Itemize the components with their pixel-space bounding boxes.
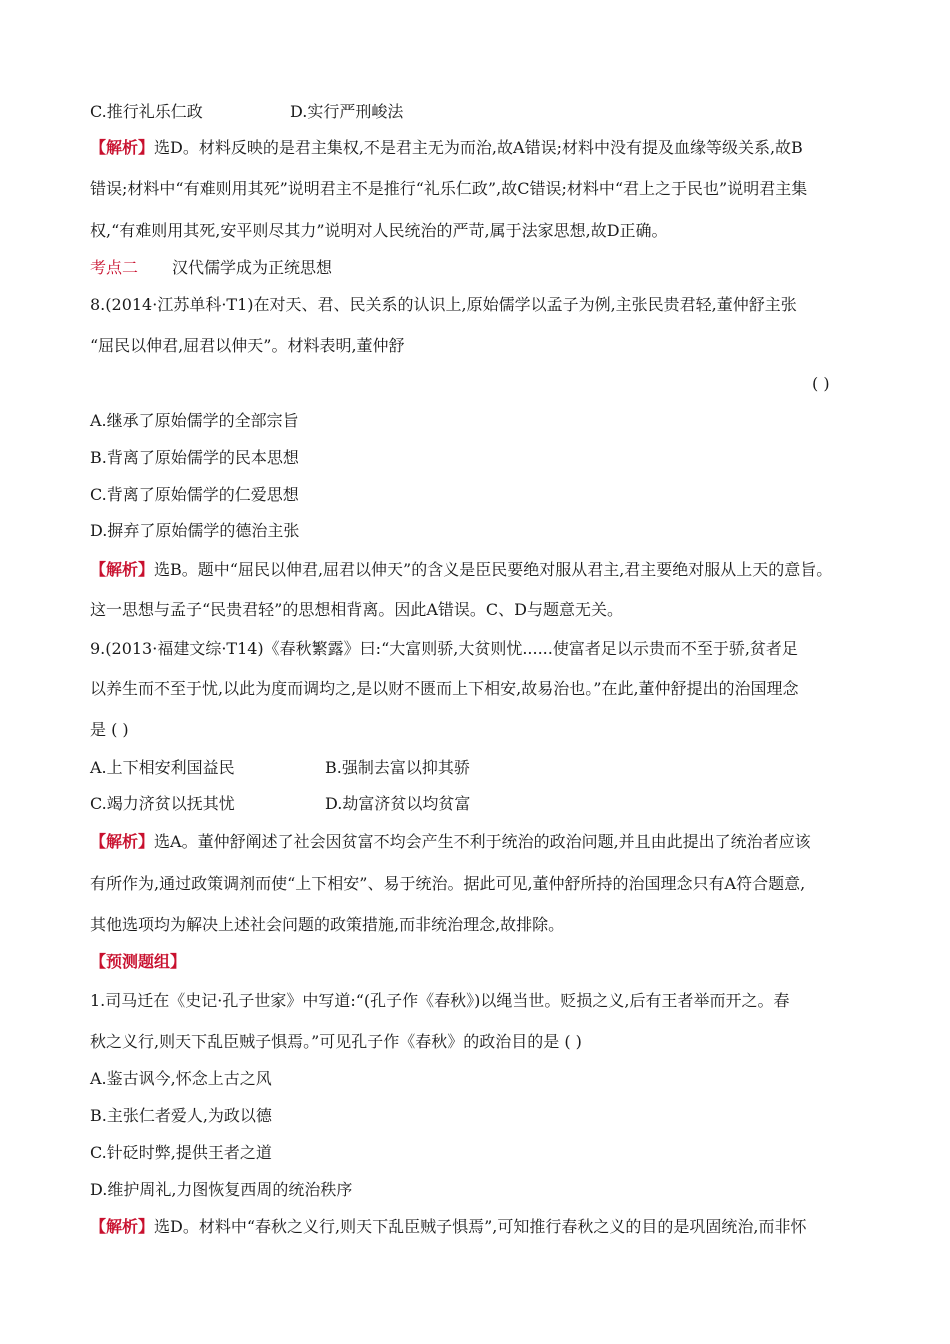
- q8-option-c: C.背离了原始儒学的仁爱思想: [90, 485, 299, 504]
- q7-option-c: C.推行礼乐仁政: [90, 102, 203, 121]
- p1-stem-line-2: 秋之义行,则天下乱臣贼子惧焉。”可见孔子作《春秋》的政治目的是 ( ): [90, 1032, 582, 1051]
- p1-stem-line-1: 1.司马迁在《史记·孔子世家》中写道:“(孔子作《春秋》)以绳当世。贬损之义,后有王者举而开之。春: [90, 991, 790, 1010]
- analysis-tag: 【解析】: [90, 138, 155, 157]
- q7-analysis-line-3: 权,“有难则用其死,安平则尽其力”说明对人民统治的严苛,属于法家思想,故D正确。: [90, 221, 668, 240]
- q7-option-d: D.实行严刑峻法: [290, 102, 404, 121]
- q9-option-d: D.劫富济贫以均贫富: [325, 794, 471, 813]
- q9-stem-line-2: 以养生而不至于忧,以此为度而调均之,是以财不匮而上下相安,故易治也。”在此,董仲舒提出的治国理念: [90, 679, 799, 698]
- q9-analysis-line-3: 其他选项均为解决上述社会问题的政策措施,而非统治理念,故排除。: [90, 915, 565, 934]
- q9-stem-line-1: 9.(2013·福建文综·T14)《春秋繁露》曰:“大富则骄,大贫则忧......使富者足以示贵而不至于骄,贫者足: [90, 639, 798, 658]
- p1-analysis-line-1: 【解析】选D。材料中“春秋之义行,则天下乱臣贼子惧焉”,可知推行春秋之义的目的是巩固统治,而非怀: [90, 1217, 807, 1236]
- p1-option-b: B.主张仁者爱人,为政以德: [90, 1106, 272, 1125]
- q8-stem-line-2: “屈民以伸君,屈君以伸天”。材料表明,董仲舒: [90, 336, 405, 355]
- q9-analysis-line-1: 【解析】选A。董仲舒阐述了社会因贫富不均会产生不利于统治的政治问题,并且由此提出了统治者应该: [90, 832, 811, 851]
- p1-option-d: D.维护周礼,力图恢复西周的统治秩序: [90, 1180, 353, 1199]
- analysis-tag: 【解析】: [90, 1217, 155, 1236]
- q9-stem-line-3: 是 ( ): [90, 720, 129, 739]
- q7-analysis-line-2: 错误;材料中“有难则用其死”说明君主不是推行“礼乐仁政”,故C错误;材料中“君上之于民也”说明君主集: [90, 179, 808, 198]
- q9-analysis-line-2: 有所作为,通过政策调剂而使“上下相安”、易于统治。据此可见,董仲舒所持的治国理念只有A符合题意,: [90, 874, 806, 893]
- section-title: 汉代儒学成为正统思想: [172, 258, 333, 277]
- q8-option-d: D.摒弃了原始儒学的德治主张: [90, 521, 300, 540]
- analysis-tag: 【解析】: [90, 560, 155, 579]
- q9-option-b: B.强制去富以抑其骄: [325, 758, 470, 777]
- analysis-tag: 【解析】: [90, 832, 155, 851]
- p1-option-c: C.针砭时弊,提供王者之道: [90, 1143, 272, 1162]
- q8-option-a: A.继承了原始儒学的全部宗旨: [90, 411, 299, 430]
- q8-analysis-line-1: 【解析】选B。题中“屈民以伸君,屈君以伸天”的含义是臣民要绝对服从君主,君主要绝对服从上天的意旨。: [90, 560, 833, 579]
- q7-analysis-line-1: 【解析】选D。材料反映的是君主集权,不是君主无为而治,故A错误;材料中没有提及血缘等级关系,故B: [90, 138, 803, 157]
- q9-option-c: C.竭力济贫以抚其忧: [90, 794, 235, 813]
- q8-stem-line-1: 8.(2014·江苏单科·T1)在对天、君、民关系的认识上,原始儒学以孟子为例,主张民贵君轻,董仲舒主张: [90, 295, 797, 314]
- section-label: 考点二: [90, 258, 139, 277]
- q9-option-a: A.上下相安利国益民: [90, 758, 235, 777]
- p1-option-a: A.鉴古讽今,怀念上古之风: [90, 1069, 272, 1088]
- q8-option-b: B.背离了原始儒学的民本思想: [90, 448, 299, 467]
- predict-header: 【预测题组】: [90, 952, 187, 971]
- q8-analysis-line-2: 这一思想与孟子“民贵君轻”的思想相背离。因此A错误。C、D与题意无关。: [90, 600, 623, 619]
- q8-answer-paren: ( ): [812, 374, 830, 393]
